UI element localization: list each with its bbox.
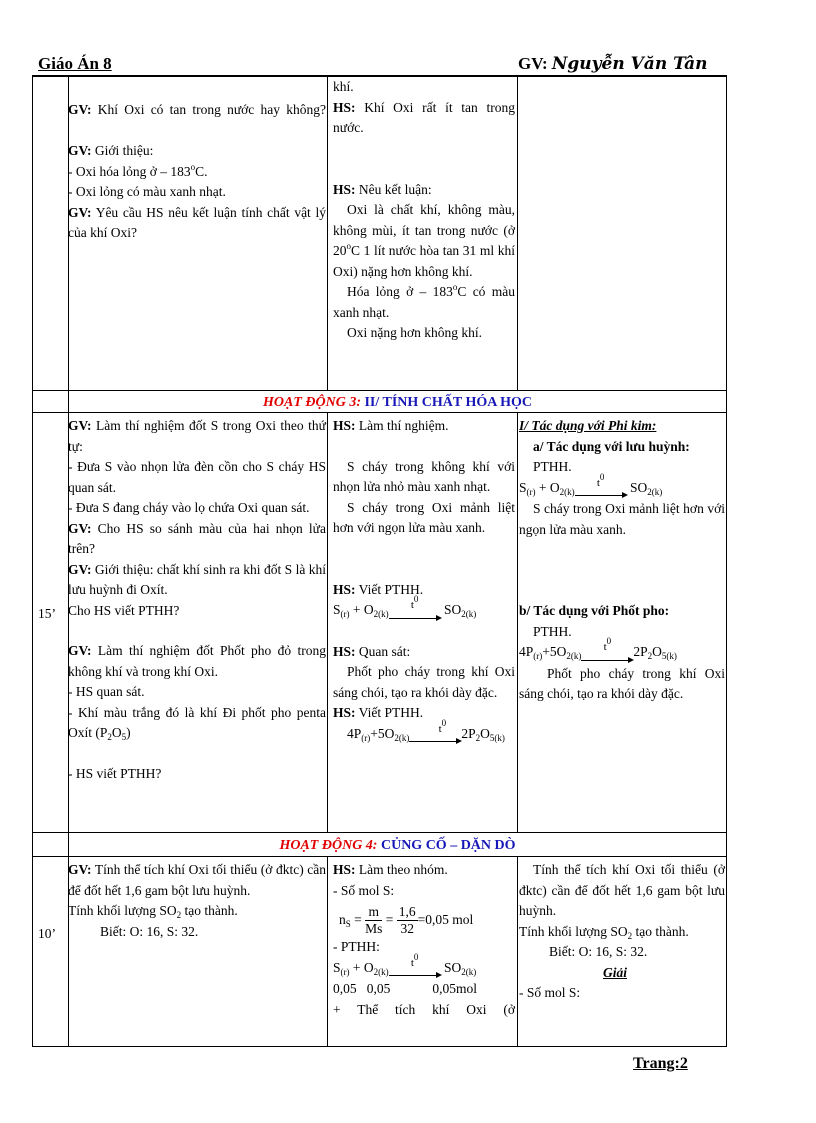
text: - Oxi lỏng có màu xanh nhạt. — [68, 184, 226, 199]
activity-label: HOẠT ĐỘNG 3: — [262, 395, 361, 410]
subscript: 5 — [121, 732, 127, 742]
text: C có màu xanh nhạt. — [333, 284, 515, 320]
text: Khí Oxi có tan trong nước hay không? — [91, 102, 326, 117]
table-right-border — [726, 76, 727, 1046]
text: Yêu cầu HS nêu kết luận tính chất vật lý của khí Oxi? — [68, 204, 326, 240]
equation-s-o2: $S_{(r)} + O_{2(k)}^{t^0}$ $SO_{2(k)}$ — [333, 600, 515, 622]
row3-col3 — [333, 860, 515, 1020]
text: PTHH. — [533, 623, 572, 639]
text: Phốt pho cháy trong khí Oxi sáng chói, tạo ra khói dày đặc. — [333, 664, 515, 700]
hs-label: HS: — [333, 581, 356, 597]
page-number: Trang:2 — [633, 1055, 688, 1072]
text: tạo thành. — [181, 903, 238, 918]
text: Giới thiệu: — [91, 143, 154, 158]
subscript: 2 — [107, 732, 112, 742]
gv-label: GV: — [68, 561, 92, 577]
gv-label: GV: — [68, 102, 92, 117]
text: - Khí màu trắng đó là khí Đi phốt pho penta Oxít (P — [68, 704, 326, 740]
text: Phốt pho cháy trong khí Oxi sáng chói, tạo ra khói dày đặc. — [519, 665, 725, 701]
teacher-name: Nguyễn Văn Tân — [551, 54, 708, 74]
text: Làm thí nghiệm đốt Phốt pho đỏ trong không khí và trong khí Oxi. — [68, 643, 326, 679]
text: khí. — [333, 79, 354, 94]
equation-p-o2: $4P_{(r)}+5O_{2(k)}^{t^0}$ $2P_2O_{5(k)}$ — [333, 724, 515, 746]
text: Tính thể tích khí Oxi tối thiểu (ở đktc) cần để đốt hết 1,6 gam bột lưu huỳnh. — [68, 862, 326, 898]
col3-left-border-1 — [327, 76, 328, 390]
col4-left-border-1 — [517, 76, 518, 390]
gv-label: GV: — [68, 862, 92, 877]
text: - Số mol S: — [333, 882, 395, 898]
text: Quan sát: — [355, 643, 411, 659]
header-left: Giáo Án 8 — [38, 54, 112, 73]
text: PTHH. — [533, 459, 572, 474]
degree: o — [346, 241, 351, 251]
text: C. — [195, 163, 208, 179]
header-gv: GV: — [518, 54, 548, 73]
text: Nêu kết luận: — [355, 181, 432, 197]
row1-col2 — [68, 100, 326, 244]
fraction-m-over-ms: $\frac{m}{Ms}$ — [365, 904, 383, 937]
text: Tính khối lượng SO — [519, 923, 628, 939]
activity-title: CỦNG CỐ – DẶN DÒ — [380, 838, 516, 853]
activity-3-header — [70, 393, 725, 414]
gv-label: GV: — [68, 143, 92, 158]
row2-col4 — [519, 416, 725, 705]
text: Khí Oxi rất ít tan trong nước. — [333, 99, 515, 135]
activity-label: HOẠT ĐỘNG 4: — [279, 838, 378, 853]
col3-left-border-3 — [327, 856, 328, 1046]
text: Oxi là chất khí, không màu, không mùi, ít tan trong nước (ở 20 — [333, 202, 515, 258]
text: Oxi nặng hơn không khí. — [347, 325, 483, 340]
text: Cho HS viết PTHH? — [68, 602, 180, 618]
text: - Đưa S đang cháy vào lọ chứa Oxi quan sát. — [68, 500, 310, 515]
text: - Oxi hóa lỏng ở – 183 — [68, 163, 191, 179]
text: S cháy trong Oxi mảnh liệt hơn với ngọn lửa màu xanh. — [333, 499, 515, 535]
activity-title: II/ TÍNH CHẤT HÓA HỌC — [364, 395, 533, 410]
reaction-arrow: t0 — [389, 600, 441, 622]
hs-label: HS: — [333, 418, 356, 433]
gv-label: GV: — [68, 643, 92, 658]
reaction-arrow: t0 — [409, 724, 461, 746]
degree: o — [452, 282, 458, 292]
col4-left-border-3 — [517, 856, 518, 1046]
text: Cho HS so sánh màu của hai nhọn lửa trên? — [68, 520, 326, 556]
text: Viết PTHH. — [355, 705, 424, 720]
reaction-arrow: t0 — [575, 478, 627, 500]
hs-label: HS: — [333, 862, 356, 877]
section-heading: I/ Tác dụng với Phi kim: — [519, 418, 657, 433]
gv-label: GV: — [68, 520, 92, 536]
hs-label: HS: — [333, 181, 356, 197]
text: - PTHH: — [333, 939, 380, 955]
col1-left-border — [32, 76, 33, 1046]
activity-4-header — [70, 836, 725, 857]
hs-label: HS: — [333, 705, 356, 720]
sub-heading: a/ Tác dụng với lưu huỳnh: — [533, 438, 690, 454]
table-bottom-border — [32, 1046, 727, 1047]
text: - Đưa S vào nhọn lửa đèn cồn cho S cháy HS quan sát. — [68, 459, 326, 495]
reaction-arrow: t0 — [581, 642, 633, 664]
col4-left-border-2 — [517, 412, 518, 832]
solution-heading: Giải — [603, 964, 628, 980]
text: Viết PTHH. — [355, 581, 424, 597]
text: Làm theo nhóm. — [355, 862, 448, 877]
row2-col3 — [333, 416, 515, 745]
hs-label: HS: — [333, 99, 356, 115]
gv-label: GV: — [68, 204, 92, 220]
mole-values: 0,05 0,05 0,05mol — [333, 981, 478, 997]
text: S cháy trong Oxi mảnh liệt hơn với ngọn lửa màu xanh. — [519, 501, 725, 537]
text: O — [111, 725, 122, 740]
text: Tính thể tích khí Oxi tối thiểu (ở đktc) cần để đốt hết 1,6 gam bột lưu huỳnh. — [519, 862, 725, 918]
sub-heading: b/ Tác dụng với Phốt pho: — [519, 603, 670, 618]
text: Giới thiệu: chất khí sinh ra khi đốt S là khí lưu huỳnh đi Oxít. — [68, 561, 326, 597]
text: Biết: O: 16, S: 32. — [549, 944, 648, 959]
gv-label: GV: — [68, 418, 92, 433]
text: S cháy trong không khí với nhọn lửa nhỏ màu xanh nhạt. — [333, 458, 515, 494]
text: - HS quan sát. — [68, 684, 145, 699]
row-separator — [32, 832, 727, 833]
col3-left-border-2 — [327, 412, 328, 832]
row-separator — [32, 390, 727, 391]
text: Tính khối lượng SO — [68, 903, 177, 918]
text: Làm thí nghiệm đốt S trong Oxi theo thứ tự: — [68, 418, 326, 454]
mole-formula: $n_S$ = $\frac{m}{Ms}$ = $\frac{1,6}{32}$ =0,05 mol — [339, 904, 474, 937]
text: Làm thí nghiệm. — [355, 418, 449, 433]
row1-col3 — [333, 77, 515, 344]
text: Biết: O: 16, S: 32. — [100, 923, 199, 939]
time-15: 15’ — [38, 606, 56, 621]
reaction-arrow: t0 — [389, 958, 441, 980]
fraction-1.6-over-32: $\frac{1,6}{32}$ — [398, 904, 416, 937]
text: - Số mol S: — [519, 985, 581, 1000]
equation-s-o2-notes: $S_{(r)} + O_{2(k)}^{t^0}$ $SO_{2(k)}$ — [519, 478, 725, 500]
row3-col4: Tính thể tích khí Oxi tối thiểu (ở đktc) cần để đốt hết 1,6 gam bột lưu huỳnh. Tính khối lượng $SO_2$ tạo thành. Biết: O: 16, S: 32. Giải - Số mol S: — [519, 860, 725, 1004]
text: tạo thành. — [632, 923, 689, 939]
text: C 1 lít nước hòa tan 31 ml khí Oxi) nặng hơn không khí. — [333, 243, 515, 279]
row3-col2: GV: Tính thể tích khí Oxi tối thiểu (ở đktc) cần để đốt hết 1,6 gam bột lưu huỳnh. Tính khối lượng $SO_2$ tạo thành. Biết: O: 16, S: 32. — [68, 860, 326, 942]
equation-p-o2-notes: $4P_{(r)}+5O_{2(k)}^{t^0}$ $2P_2O_{5(k)}$ — [519, 642, 725, 664]
text: - HS viết PTHH? — [68, 765, 162, 781]
text: Hóa lỏng ở – 183 — [347, 284, 453, 299]
hs-label: HS: — [333, 643, 356, 659]
time-10: 10’ — [38, 926, 56, 941]
header-right — [518, 54, 708, 75]
equation-s-o2-calc: $S_{(r)} + O_{2(k)}^{t^0}$ $SO_{2(k)}$ — [333, 958, 515, 980]
degree: o — [190, 161, 196, 172]
row2-col2 — [68, 416, 326, 784]
text: ) — [126, 725, 131, 740]
text: + Thể tích khí Oxi (ở — [333, 1001, 515, 1017]
